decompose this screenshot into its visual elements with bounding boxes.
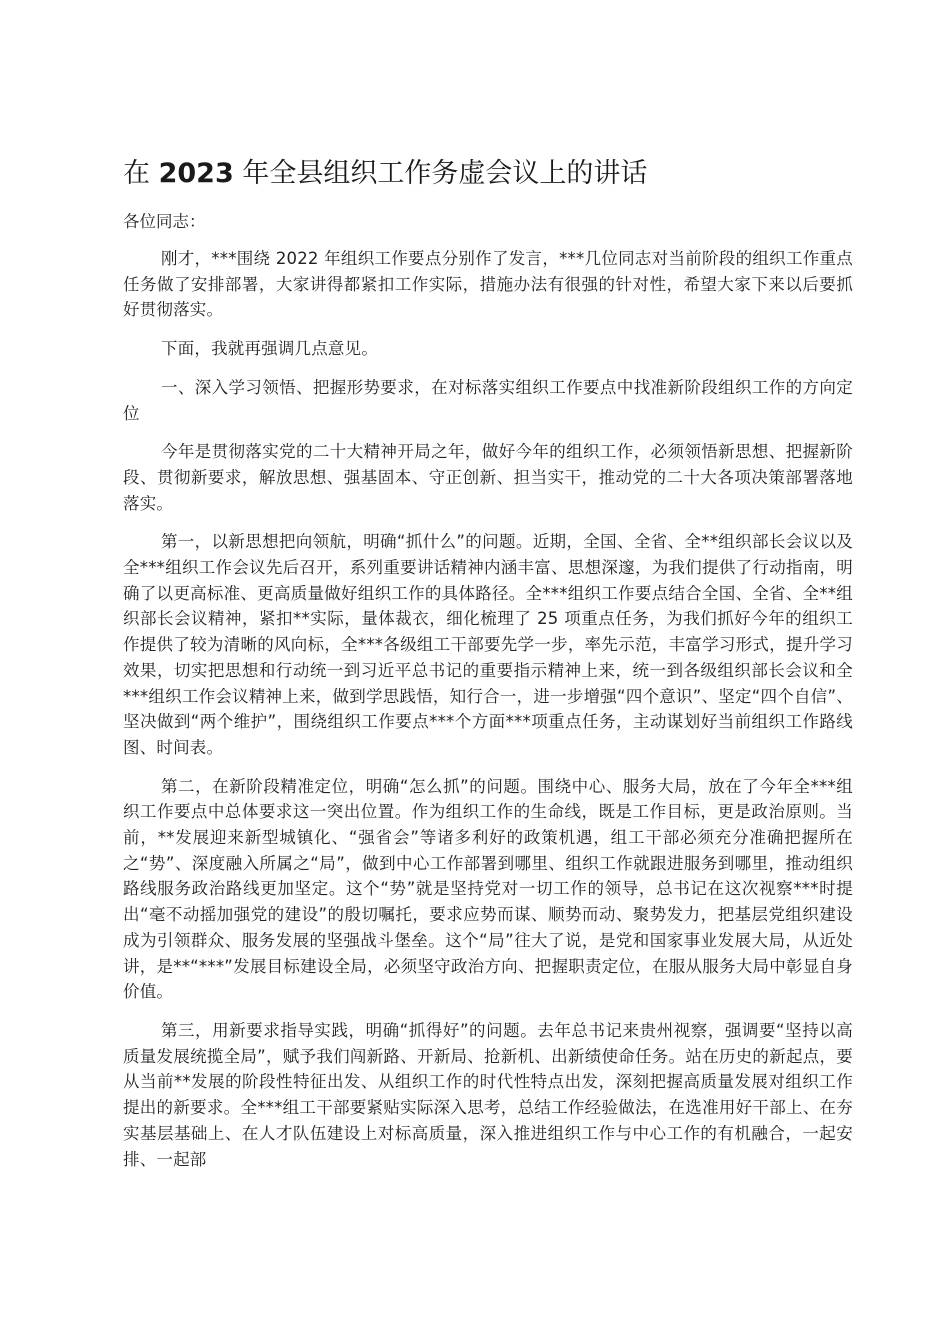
title-year: 2023 <box>158 158 234 189</box>
page-title <box>123 154 853 194</box>
paragraph-intro: 刚才，***围绕 2022 年组织工作要点分别作了发言，***几位同志对当前阶段的组织工作重点任务做了安排部署，大家讲得都紧扣工作实际，措施办法有很强的针对性，希望大家下来以后要抓好贯彻落实。 <box>123 249 853 320</box>
section-heading-1: 一、深入学习领悟、把握形势要求，在对标落实组织工作要点中找准新阶段组织工作的方向定位 <box>123 377 853 423</box>
paragraph-transition: 下面，我就再强调几点意见。 <box>160 339 379 359</box>
paragraph-point-2: 第二，在新阶段精准定位，明确“怎么抓”的问题。围绕中心、服务大局，放在了今年全***组织工作要点中总体要求这一突出位置。作为组织工作的生命线，既是工作目标，更是政治原则。当前，**发展迎来新型城镇化、“强省会”等诸多利好的政策机遇，组工干部必须充分准确把握所在之“势”、深度融入所属之“局”，做到中心工作部署到哪里、组织工作就跟进服务到哪里，推动组织路线服务政治路线更加坚定。这个“势”就是坚持党对一切工作的领导，总书记在这次视察***时提出“毫不动摇加强党的建设”的殷切嘱托，要求应势而谋、顺势而动、聚势发力，把基层党组织建设成为引领群众、服务发展的坚强战斗堡垒。这个“局”往大了说，是党和国家事业发展大局，从近处讲，是**“***”发展目标建设全局，必须坚守政治方向、把握职责定位，在服从服务大局中彰显自身价值。 <box>123 776 853 1002</box>
paragraph-context: 今年是贯彻落实党的二十大精神开局之年，做好今年的组织工作，必须领悟新思想、把握新阶段、贯彻新要求，解放思想、强基固本、守正创新、担当实干，推动党的二十大各项决策部署落地落实。 <box>123 442 853 513</box>
paragraph-point-3: 第三，用新要求指导实践，明确“抓得好”的问题。去年总书记来贵州视察，强调要“坚持以高质量发展统揽全局”，赋予我们闯新路、开新局、抢新机、出新绩使命任务。站在历史的新起点，要从当前**发展的阶段性特征出发、从组织工作的时代性特点出发，深刻把握高质量发展对组织工作提出的新要求。全***组工干部要紧贴实际深入思考，总结工作经验做法，在选准用好干部上、在夯实基层基础上、在人才队伍建设上对标高质量，深入推进组织工作与中心工作的有机融合，一起安排、一起部 <box>123 1020 853 1169</box>
salutation: 各位同志： <box>123 212 206 231</box>
paragraph-point-1: 第一，以新思想把向领航，明确“抓什么”的问题。近期，全国、全省、全**组织部长会议以及全***组织工作会议先后召开，系列重要讲话精神内涵丰富、思想深邃，为我们提供了行动指南，明确了以更高标准、更高质量做好组织工作的具体路径。全***组织工作要点结合全国、全省、全**组织部长会议精神，紧扣**实际，量体裁衣，细化梳理了 25 项重点任务，为我们抓好今年的组织工作提供了较为清晰的风向标，全***各级组工干部要先学一步，率先示范，丰富学习形式，提升学习效果，切实把思想和行动统一到习近平总书记的重要指示精神上来，统一到各级组织部长会议和全***组织工作会议精神上来，做到学思践悟，知行合一，进一步增强“四个意识”、坚定“四个自信”、坚决做到“两个维护”，围绕组织工作要点***个方面***项重点任务，主动谋划好当前组织工作路线图、时间表。 <box>123 532 853 757</box>
title-prefix: 在 <box>123 158 150 189</box>
document-body <box>123 246 853 1185</box>
title-suffix: 年全县组织工作务虚会议上的讲话 <box>242 158 648 189</box>
